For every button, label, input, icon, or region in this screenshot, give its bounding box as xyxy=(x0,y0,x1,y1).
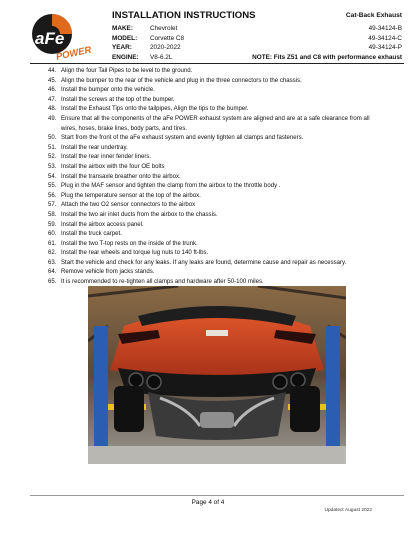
year-label: YEAR: xyxy=(112,44,132,51)
svg-text:POWER: POWER xyxy=(55,44,93,62)
step-text: Install the airbox with the four OE bolts xyxy=(61,163,165,170)
make-value: Chevrolet xyxy=(150,25,178,32)
part-number-p: 49-34124-P xyxy=(368,44,402,51)
step-text: Ensure that all the components of the aFe POWER exhaust system are aligned and are at a safe clearance from all wires, hoses, brake lines, body parts, and tires. xyxy=(61,115,370,132)
step-number: 58. xyxy=(48,211,57,218)
step-text: It is recommended to re-tighten all clamps and hardware after 50-100 miles. xyxy=(61,279,264,286)
step-text: Start from the front of the aFe exhaust system and evenly tighten all clamps and fasteners. xyxy=(61,135,304,142)
model-label: MODEL: xyxy=(112,34,138,42)
step-number: 47. xyxy=(48,96,57,103)
step-text: Attach the two O2 sensor connectors to the airbox xyxy=(61,202,196,209)
step-number: 63. xyxy=(48,259,57,266)
instruction-steps xyxy=(48,67,378,288)
step-text: Install the two air inlet ducts from the airbox to the chassis. xyxy=(61,211,218,218)
product-name: Cat-Back Exhaust xyxy=(345,12,402,19)
step-text: Plug the temperature sensor at the top of the airbox. xyxy=(61,192,201,199)
engine-value: V8-6.2L xyxy=(150,53,173,61)
step-text: Install the rear undertray. xyxy=(61,144,128,151)
step-60 xyxy=(48,230,378,240)
footer-divider xyxy=(30,495,404,496)
step-54 xyxy=(48,173,378,183)
page-number: Page 4 of 4 xyxy=(191,499,225,506)
step-text: Install the screws at the top of the bumper. xyxy=(61,96,175,103)
step-62 xyxy=(48,249,378,259)
step-number: 44. xyxy=(48,68,57,74)
year-value: 2020-2022 xyxy=(150,44,181,51)
step-text: Align the four Tail Pipes to be level to the ground. xyxy=(61,68,193,74)
step-58 xyxy=(48,211,378,221)
step-44 xyxy=(48,67,378,77)
svg-text:aFe: aFe xyxy=(35,29,65,48)
step-57 xyxy=(48,201,378,211)
document-title: INSTALLATION INSTRUCTIONS xyxy=(112,10,256,21)
step-number: 61. xyxy=(48,240,57,247)
step-text: Install the two T-top rests on the inside of the trunk. xyxy=(61,240,198,247)
step-number: 53. xyxy=(48,163,57,170)
updated-date: Updated: August 2022 xyxy=(324,508,372,513)
step-text: Install the truck carpet. xyxy=(61,231,122,238)
step-text: Install the rear inner fender liners. xyxy=(61,154,152,161)
fitment-note: NOTE: Fits Z51 and C8 with performance exhaust xyxy=(252,53,402,61)
step-text: Install the airbox access panel. xyxy=(61,221,144,228)
meta-row-model xyxy=(112,34,402,44)
step-48 xyxy=(48,105,378,115)
step-text: Install the Exhaust Tips onto the tailpipes, Align the tips to the bumper. xyxy=(61,106,249,113)
step-number: 57. xyxy=(48,202,57,209)
afe-power-logo xyxy=(30,10,100,62)
step-50 xyxy=(48,134,378,144)
step-49 xyxy=(48,115,378,134)
step-52 xyxy=(48,153,378,163)
part-number-c: 49-34124-C xyxy=(368,34,402,42)
header-divider xyxy=(30,63,404,64)
meta-row-year xyxy=(112,43,402,53)
meta-row-engine xyxy=(112,53,402,63)
step-number: 64. xyxy=(48,269,57,276)
step-number: 55. xyxy=(48,183,57,190)
step-46 xyxy=(48,86,378,96)
step-number: 51. xyxy=(48,144,57,151)
vehicle-info xyxy=(112,24,402,62)
installed-exhaust-photo xyxy=(88,286,346,464)
step-number: 65. xyxy=(48,279,57,286)
step-55 xyxy=(48,182,378,192)
step-text: Install the transaxle breather onto the airbox. xyxy=(61,173,181,180)
step-45 xyxy=(48,77,378,87)
meta-row-make xyxy=(112,24,402,34)
step-number: 50. xyxy=(48,135,57,142)
step-number: 45. xyxy=(48,77,57,84)
step-text: Install the bumper onto the vehicle. xyxy=(61,87,155,94)
step-64 xyxy=(48,268,378,278)
engine-label: ENGINE: xyxy=(112,53,139,61)
step-number: 52. xyxy=(48,154,57,161)
step-number: 46. xyxy=(48,87,57,94)
part-number-b: 49-34124-B xyxy=(368,25,402,32)
step-number: 49. xyxy=(48,115,57,122)
step-number: 59. xyxy=(48,221,57,228)
step-47 xyxy=(48,96,378,106)
step-text: Plug in the MAF sensor and tighten the clamp from the airbox to the throttle body . xyxy=(61,183,281,190)
step-number: 60. xyxy=(48,231,57,238)
step-text: Remove vehicle from jacks stands. xyxy=(61,269,155,276)
step-number: 48. xyxy=(48,106,57,113)
step-text: Install the rear wheels and torque lug nuts to 140 ft-lbs. xyxy=(61,250,209,257)
step-text: Start the vehicle and check for any leaks. If any leaks are found, determine cause and repair as necessary. xyxy=(61,259,347,266)
model-value: Corvette C8 xyxy=(150,34,185,42)
step-number: 56. xyxy=(48,192,57,199)
step-text: Align the bumper to the rear of the vehicle and plug in the three connectors to the chassis. xyxy=(61,77,302,84)
step-number: 54. xyxy=(48,173,57,180)
step-63 xyxy=(48,259,378,269)
make-label: MAKE: xyxy=(112,25,133,32)
step-51 xyxy=(48,144,378,154)
step-number: 62. xyxy=(48,250,57,257)
step-53 xyxy=(48,163,378,173)
step-59 xyxy=(48,221,378,231)
step-56 xyxy=(48,192,378,202)
step-61 xyxy=(48,240,378,250)
